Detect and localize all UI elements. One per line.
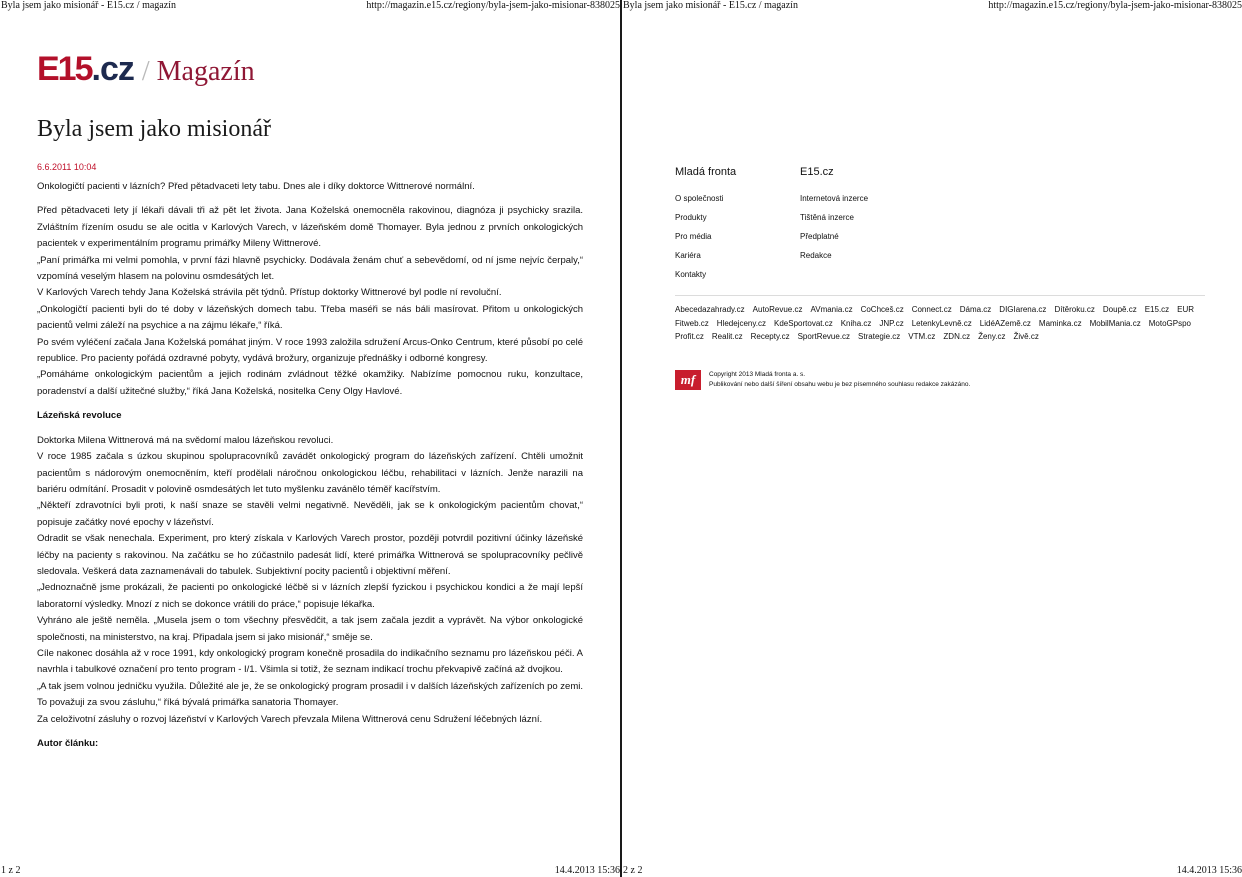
article-paragraph: Cíle nakonec dosáhla až v roce 1991, kdy onkologický program konečně prosadila do indikačního seznamu pro lázeňskou péči. A navrhla i tabulkové označení pro tento program - I/1. Všimla si totiž, že seznam indikací trochu překvapivě začíná až dvojkou. — [37, 647, 583, 676]
footer-link[interactable]: Internetová inzerce — [800, 194, 869, 203]
footer-link[interactable]: Produkty — [675, 213, 707, 222]
partner-site-link[interactable]: Hledejceny.cz — [716, 318, 767, 328]
partner-sites-row — [675, 317, 1205, 331]
copyright-line: Publikování nebo další šíření obsahu webu je bez písemného souhlasu redakce zakázáno. — [709, 381, 971, 388]
article-paragraph: „Pomáháme onkologickým pacientům a jejich rodinám zvládnout těžké okamžiky. Nabízíme pomocnou ruku, konzultace, poradenství a další užitečné služby,“ říká Jana Koželská, nositelka Ceny Olgy Havlové. — [37, 369, 583, 397]
partner-site-link[interactable]: MobilMania.cz — [1089, 318, 1141, 328]
article-paragraph: V Karlových Varech tehdy Jana Koželská strávila pět týdnů. Přístup doktorky Wittnerové byl podle ní revoluční. — [37, 287, 502, 299]
partner-site-link[interactable]: SportRevue.cz — [797, 332, 851, 341]
logo-slash: / — [141, 56, 150, 87]
site-logo[interactable] — [37, 50, 255, 89]
partner-site-link[interactable]: Doupě.cz — [1102, 305, 1137, 314]
partner-sites-row — [675, 303, 1205, 317]
article-paragraph: Vyhráno ale ještě neměla. „Musela jsem o tom všechny přesvědčit, a tak jsem začala jezdit a vyprávět. Na výbor onkologické společnosti, na ministerstvo, na kraj. Připadala jsem si jako misionář,“ směje se. — [37, 615, 583, 643]
partner-sites-row — [675, 330, 1205, 344]
partner-site-link[interactable]: JNP.cz — [879, 318, 904, 328]
partner-site-link[interactable]: CoChceš.cz — [860, 305, 904, 314]
partner-site-link[interactable]: LidéAZemě.cz — [979, 318, 1031, 328]
print-page-number: 2 z 2 — [623, 865, 643, 876]
partner-site-link[interactable]: Abecedazahrady.cz — [675, 305, 745, 314]
article-body — [37, 179, 583, 752]
partner-site-link[interactable]: Fitweb.cz — [675, 318, 709, 328]
article-paragraph: Doktorka Milena Wittnerová má na svědomí malou lázeňskou revoluci. — [37, 434, 334, 446]
print-header-title: Byla jsem jako misionář - E15.cz / magazín — [623, 0, 798, 11]
print-header-url: http://magazin.e15.cz/regiony/byla-jsem-jako-misionar-838025 — [366, 0, 620, 11]
article-paragraph: „Někteří zdravotníci byli proti, k naší snaze se stavěli velmi negativně. Nevěděli, jak se k onkologickým pacientům chovat,“ popisuje začátky nové epochy v lázeňství. — [37, 500, 583, 528]
partner-site-link[interactable]: KdeSportovat.cz — [774, 318, 833, 328]
partner-site-link[interactable]: E15.cz — [1144, 305, 1170, 314]
partner-site-link[interactable]: DIGIarena.cz — [999, 305, 1047, 314]
article-paragraph: Odradit se však nenechala. Experiment, pro který získala v Karlových Varech prostor, později potvrdil pozitivní účinky lázeňské léčby na pacienty s rakovinou. Na začátku se ho zúčastnilo padesát lidí, které primářka Wittnerová se spolupracovníky pečlivě sledovala. Veškerá data zaznamenávali do tabulek. Subjektivní pocity pacientů i objektivní měření. — [37, 533, 583, 577]
article-paragraph: „Jednoznačně jsme prokázali, že pacienti po onkologické léčbě si v lázních zlepší fyzickou i psychickou kondici a že mají lepší laboratorní výsledky. Mnozí z nich se dokonce vrátili do práce,“ popisuje lékařka. — [37, 582, 583, 610]
footer-link[interactable]: Tištěná inzerce — [800, 213, 854, 222]
footer-column-e15 — [800, 166, 920, 265]
article-paragraph: Před pětadvaceti lety jí lékaři dávali tři až pět let života. Jana Koželská onemocněla rakovinou, diagnóza ji psychicky srazila. Zvláštním řízením osudu se ale ocitla v Karlových Varech, v lázeňském domě Thomayer. Byla jednou z prvních onkologických pacientek v experimentálním programu primářky Mileny Wittnerové. — [37, 205, 583, 250]
print-page-2 — [622, 0, 1242, 877]
footer-link[interactable]: Pro média — [675, 232, 712, 241]
article-paragraph: Za celoživotní zásluhy o rozvoj lázeňství v Karlových Varech převzala Milena Wittnerová cenu Sdružení léčebných lázní. — [37, 713, 543, 725]
footer-link[interactable]: Kariéra — [675, 251, 701, 260]
partner-site-link[interactable]: Strategie.cz — [858, 332, 901, 341]
article-paragraph: Po svém vyléčení začala Jana Koželská pomáhat jiným. V roce 1993 založila sdružení Arcus-Onko Centrum, které působí po celé republice. Pro pacienty pořádá ozdravné pobyty, vydává brožury, organizuje přednášky i odborné kongresy. — [37, 336, 583, 365]
partner-site-link[interactable]: Dáma.cz — [959, 305, 992, 314]
article-date: 6.6.2011 10:04 — [37, 162, 97, 172]
copyright-text — [709, 370, 970, 390]
footer-column-heading: E15.cz — [800, 166, 834, 178]
article-paragraph: „A tak jsem volnou jedničku využila. Důležité ale je, že se onkologický program prosadil i v dalších lázeňských zařízeních po zemi. To považuji za svou zásluhu,“ říká bývalá primářka sanatoria Thomayer. — [37, 680, 583, 709]
print-page-1 — [0, 0, 620, 877]
logo-e15: E15 — [37, 50, 92, 88]
partner-site-link[interactable]: Dítěroku.cz — [1054, 305, 1095, 314]
print-header-title: Byla jsem jako misionář - E15.cz / magazín — [1, 0, 176, 11]
partner-site-link[interactable]: ZDN.cz — [943, 332, 971, 341]
partner-site-link[interactable]: Živě.cz — [1013, 332, 1039, 341]
partner-site-link[interactable]: AutoRevue.cz — [752, 305, 803, 314]
copyright-line: Copyright 2013 Mladá fronta a. s. — [709, 371, 806, 378]
partner-site-link[interactable]: LetenkyLevně.cz — [911, 318, 972, 328]
footer-column-heading: Mladá fronta — [675, 166, 737, 178]
partner-site-link[interactable]: EUR — [1177, 305, 1195, 314]
footer-divider — [675, 295, 1205, 296]
copyright-block — [675, 370, 970, 390]
footer-link[interactable]: Předplatné — [800, 232, 839, 241]
footer-link[interactable]: O společnosti — [675, 194, 724, 203]
print-page-number: 1 z 2 — [1, 865, 21, 876]
partner-site-link[interactable]: Kniha.cz — [840, 318, 872, 328]
article-title: Byla jsem jako misionář — [37, 116, 271, 142]
article-author-label: Autor článku: — [37, 738, 99, 749]
partner-site-link[interactable]: Realit.cz — [711, 332, 743, 341]
print-date: 14.4.2013 15:36 — [554, 865, 620, 876]
partner-site-link[interactable]: Ženy.cz — [978, 332, 1006, 341]
partner-site-link[interactable]: Recepty.cz — [750, 332, 790, 341]
partner-site-link[interactable]: VTM.cz — [908, 332, 936, 341]
logo-section: Magazín — [156, 56, 255, 87]
article-lead: Onkologičtí pacienti v lázních? Před pětadvaceti lety tabu. Dnes ale i díky doktorce Wittnerové normální. — [37, 181, 475, 192]
article-subheading: Lázeňská revoluce — [37, 410, 122, 422]
article-paragraph: „Paní primářka mi velmi pomohla, v první fázi hlavně psychicky. Dodávala ženám chuť a sebevědomí, od ní jsme nejvíc čerpaly,“ vzpomíná veselým hlasem na polovinu osmdesátých let. — [37, 254, 583, 283]
partner-sites — [675, 303, 1205, 344]
footer-link[interactable]: Kontakty — [675, 270, 707, 279]
partner-site-link[interactable]: AVmania.cz — [810, 305, 853, 314]
footer-link[interactable]: Redakce — [800, 251, 832, 260]
logo-cz: .cz — [91, 50, 134, 88]
partner-site-link[interactable]: Maminka.cz — [1038, 318, 1082, 328]
article-paragraph: V roce 1985 začala s úzkou skupinou spolupracovníků zavádět onkologický program do lázeňských zařízení. Chtěli umožnit pacientům s nádorovým onemocněním, kteří prodělali náročnou onkologickou léčbu, rehabilitaci v lázních. Jenže narazili na bariéru odmítání. Prosadit v polovině osmdesátých let tuto myšlenku zavánělo téměř kacířstvím. — [37, 451, 583, 495]
partner-site-link[interactable]: Profit.cz — [675, 332, 704, 341]
mlada-fronta-logo: mf — [675, 370, 701, 390]
partner-site-link[interactable]: Connect.cz — [911, 305, 952, 314]
print-header-url: http://magazin.e15.cz/regiony/byla-jsem-jako-misionar-838025 — [988, 0, 1242, 11]
partner-site-link[interactable]: MotoGPspo — [1148, 318, 1191, 328]
print-date: 14.4.2013 15:36 — [1176, 865, 1242, 876]
article-paragraph: „Onkologičtí pacienti byli do té doby v lázeňských domech tabu. Třeba maséři se nás báli masírovat. Přitom u onkologických pacientů velmi záleží na psychice a na zájmu lékaře,“ říká. — [37, 303, 583, 332]
footer-column-mlada-fronta — [675, 166, 795, 284]
